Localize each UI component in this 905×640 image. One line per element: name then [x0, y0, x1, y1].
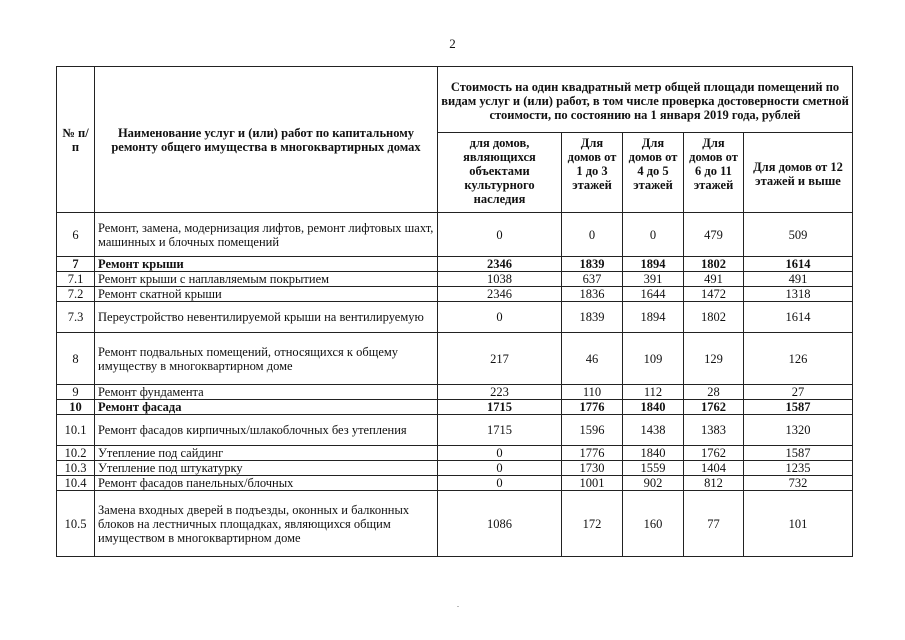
row-service-name: Замена входных дверей в подъезды, оконных и балконных блоков на лестничных площадках, являющихся общим имуществом в многоквартирном доме	[95, 491, 438, 557]
table-row	[57, 491, 853, 557]
row-cost-value: 1776	[562, 446, 623, 461]
row-service-name: Ремонт фасадов кирпичных/шлакоблочных без утепления	[95, 415, 438, 446]
row-cost-value: 2346	[438, 257, 562, 272]
row-cost-value: 129	[684, 333, 744, 385]
row-cost-value: 1715	[438, 415, 562, 446]
row-number: 7.1	[57, 272, 95, 287]
row-cost-value: 112	[623, 385, 684, 400]
row-cost-value: 1802	[684, 302, 744, 333]
table-row	[57, 400, 853, 415]
table-row	[57, 302, 853, 333]
header-name: Наименование услуг и (или) работ по капитальному ремонту общего имущества в многоквартирных домах	[95, 67, 438, 213]
row-cost-value: 732	[744, 476, 853, 491]
row-cost-value: 1596	[562, 415, 623, 446]
header-1-3-floors: Для домов от 1 до 3 этажей	[562, 133, 623, 213]
row-number: 10.5	[57, 491, 95, 557]
row-number: 9	[57, 385, 95, 400]
row-cost-value: 77	[684, 491, 744, 557]
row-cost-value: 1715	[438, 400, 562, 415]
row-cost-value: 126	[744, 333, 853, 385]
row-cost-value: 0	[562, 213, 623, 257]
row-cost-value: 1839	[562, 302, 623, 333]
row-number: 8	[57, 333, 95, 385]
header-no: № п/п	[57, 67, 95, 213]
row-service-name: Переустройство невентилируемой крыши на вентилируемую	[95, 302, 438, 333]
row-cost-value: 0	[438, 476, 562, 491]
row-cost-value: 1836	[562, 287, 623, 302]
row-cost-value: 491	[684, 272, 744, 287]
table-row	[57, 476, 853, 491]
row-cost-value: 1762	[684, 400, 744, 415]
row-cost-value: 172	[562, 491, 623, 557]
row-cost-value: 1730	[562, 461, 623, 476]
row-cost-value: 1320	[744, 415, 853, 446]
table-body	[57, 213, 853, 557]
row-number: 10.2	[57, 446, 95, 461]
row-cost-value: 1839	[562, 257, 623, 272]
row-service-name: Ремонт фасадов панельных/блочных	[95, 476, 438, 491]
row-cost-value: 109	[623, 333, 684, 385]
row-cost-value: 479	[684, 213, 744, 257]
table-row	[57, 213, 853, 257]
row-cost-value: 1644	[623, 287, 684, 302]
row-cost-value: 1776	[562, 400, 623, 415]
row-cost-value: 1404	[684, 461, 744, 476]
row-cost-value: 1840	[623, 446, 684, 461]
row-service-name: Ремонт фасада	[95, 400, 438, 415]
row-number: 10.1	[57, 415, 95, 446]
row-cost-value: 491	[744, 272, 853, 287]
row-cost-value: 1614	[744, 302, 853, 333]
table-row	[57, 333, 853, 385]
header-12-plus-floors: Для домов от 12 этажей и выше	[744, 133, 853, 213]
row-cost-value: 1802	[684, 257, 744, 272]
cost-table	[56, 66, 853, 557]
table-row	[57, 461, 853, 476]
page-number: 2	[449, 36, 456, 51]
row-cost-value: 1614	[744, 257, 853, 272]
row-cost-value: 0	[438, 302, 562, 333]
row-cost-value: 1587	[744, 400, 853, 415]
row-cost-value: 28	[684, 385, 744, 400]
row-cost-value: 0	[623, 213, 684, 257]
row-cost-value: 1840	[623, 400, 684, 415]
row-cost-value: 1762	[684, 446, 744, 461]
table-row	[57, 287, 853, 302]
row-cost-value: 1472	[684, 287, 744, 302]
header-6-11-floors: Для домов от 6 до 11 этажей	[684, 133, 744, 213]
row-cost-value: 1383	[684, 415, 744, 446]
row-number: 7.3	[57, 302, 95, 333]
row-cost-value: 1894	[623, 257, 684, 272]
table-row	[57, 257, 853, 272]
row-service-name: Утепление под штукатурку	[95, 461, 438, 476]
row-service-name: Ремонт подвальных помещений, относящихся к общему имуществу в многоквартирном доме	[95, 333, 438, 385]
row-cost-value: 1894	[623, 302, 684, 333]
row-cost-value: 509	[744, 213, 853, 257]
row-service-name: Утепление под сайдинг	[95, 446, 438, 461]
header-4-5-floors: Для домов от 4 до 5 этажей	[623, 133, 684, 213]
row-service-name: Ремонт крыши с наплавляемым покрытием	[95, 272, 438, 287]
row-cost-value: 1235	[744, 461, 853, 476]
row-number: 10.4	[57, 476, 95, 491]
row-service-name: Ремонт крыши	[95, 257, 438, 272]
row-cost-value: 0	[438, 461, 562, 476]
row-cost-value: 110	[562, 385, 623, 400]
row-cost-value: 391	[623, 272, 684, 287]
row-cost-value: 223	[438, 385, 562, 400]
row-cost-value: 812	[684, 476, 744, 491]
row-cost-value: 160	[623, 491, 684, 557]
header-heritage: для домов, являющихся объектами культурного наследия	[438, 133, 562, 213]
row-cost-value: 46	[562, 333, 623, 385]
row-number: 7.2	[57, 287, 95, 302]
row-cost-value: 0	[438, 446, 562, 461]
table-row	[57, 385, 853, 400]
row-service-name: Ремонт скатной крыши	[95, 287, 438, 302]
row-cost-value: 1001	[562, 476, 623, 491]
row-cost-value: 1086	[438, 491, 562, 557]
table-row	[57, 272, 853, 287]
row-service-name: Ремонт фундамента	[95, 385, 438, 400]
row-service-name: Ремонт, замена, модернизация лифтов, ремонт лифтовых шахт, машинных и блочных помещений	[95, 213, 438, 257]
table-row	[57, 415, 853, 446]
row-cost-value: 27	[744, 385, 853, 400]
row-cost-value: 1318	[744, 287, 853, 302]
row-cost-value: 1587	[744, 446, 853, 461]
row-cost-value: 1559	[623, 461, 684, 476]
scan-speck	[457, 606, 459, 607]
row-cost-value: 1038	[438, 272, 562, 287]
row-number: 6	[57, 213, 95, 257]
row-cost-value: 0	[438, 213, 562, 257]
row-number: 10	[57, 400, 95, 415]
header-cost: Стоимость на один квадратный метр общей площади помещений по видам услуг и (или) работ, в том числе проверка достоверности сметной стоимости, по состоянию на 1 января 2019 года, рублей	[438, 67, 853, 133]
row-cost-value: 1438	[623, 415, 684, 446]
row-cost-value: 2346	[438, 287, 562, 302]
table-row	[57, 446, 853, 461]
row-number: 7	[57, 257, 95, 272]
row-cost-value: 101	[744, 491, 853, 557]
row-cost-value: 217	[438, 333, 562, 385]
row-cost-value: 902	[623, 476, 684, 491]
row-cost-value: 637	[562, 272, 623, 287]
row-number: 10.3	[57, 461, 95, 476]
